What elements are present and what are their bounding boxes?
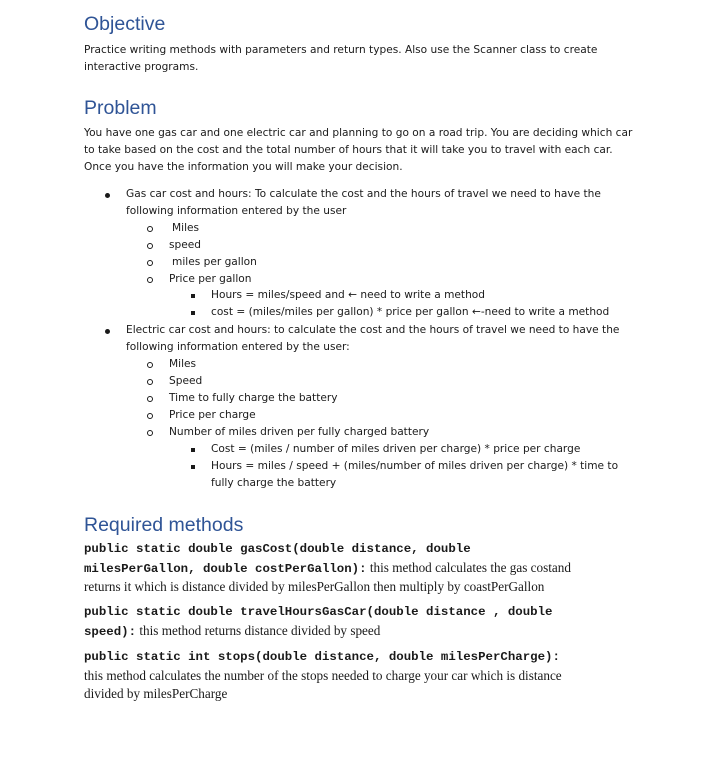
gas-formula: Hours = miles/speed and ← need to write a method — [211, 289, 485, 301]
bullet-circle — [147, 430, 153, 436]
method-description: this method calculates the gas costand — [366, 559, 571, 575]
method-signature: speed): — [84, 624, 137, 639]
gas-item: Miles — [172, 222, 200, 234]
objective-line: Practice writing methods with parameters and return types. Also use the Scanner class to create — [84, 44, 598, 56]
objective-line: interactive programs. — [84, 61, 199, 73]
electric-formula: fully charge the battery — [211, 477, 337, 489]
method-signature: milesPerGallon, double costPerGallon): — [84, 561, 367, 576]
gas-formula: cost = (miles/miles per gallon) * price per gallon ←-need to write a method — [211, 306, 610, 318]
bullet-circle — [147, 260, 153, 266]
method-signature: public static double travelHoursGasCar(double distance , double — [84, 605, 553, 619]
method-description: returns it which is distance divided by milesPerGallon then multiply by coastPerGallon — [84, 579, 545, 594]
method-travel-hours — [84, 603, 644, 641]
objective-text — [84, 42, 644, 76]
bullet-dot — [105, 193, 110, 198]
gas-bullet-line: following information entered by the user — [126, 205, 347, 217]
problem-line: Once you have the information you will make your decision. — [84, 161, 403, 173]
electric-item: Number of miles driven per fully charged battery — [169, 426, 430, 438]
method-description: this method returns distance divided by speed — [136, 622, 381, 638]
gas-item: speed — [169, 239, 202, 251]
objective-heading: Objective — [84, 13, 166, 35]
electric-formula: Cost = (miles / number of miles driven per charge) * price per charge — [211, 443, 581, 455]
bullet-circle — [147, 396, 153, 402]
method-gas-cost — [84, 540, 644, 597]
bullet-square — [191, 311, 195, 315]
method-signature: public static int stops(double distance, double milesPerCharge): — [84, 650, 560, 664]
method-description: this method calculates the number of the stops needed to charge your car which is distance — [84, 667, 562, 683]
electric-item: Miles — [169, 358, 197, 370]
bullet-circle — [147, 226, 153, 232]
gas-item: miles per gallon — [172, 256, 257, 268]
electric-formula: Hours = miles / speed + (miles/number of miles driven per charge) * time to — [211, 460, 619, 472]
gas-bullet-line: Gas car cost and hours: To calculate the cost and the hours of travel we need to have the — [126, 188, 601, 200]
gas-item: Price per gallon — [169, 273, 252, 285]
problem-text — [84, 125, 644, 176]
bullet-circle — [147, 243, 153, 249]
electric-bullet-line: following information entered by the user: — [126, 341, 350, 353]
electric-item: Speed — [169, 375, 203, 387]
electric-bullet-line: Electric car cost and hours: to calculate the cost and the hours of travel we need to have the — [126, 324, 620, 336]
bullet-square — [191, 448, 195, 452]
electric-item: Time to fully charge the battery — [169, 392, 338, 404]
method-signature: public static double gasCost(double distance, double — [84, 542, 471, 556]
problem-heading: Problem — [84, 97, 157, 119]
method-description: divided by milesPerCharge — [84, 686, 228, 701]
electric-item: Price per charge — [169, 409, 256, 421]
bullet-circle — [147, 277, 153, 283]
bullet-circle — [147, 362, 153, 368]
method-stops — [84, 648, 644, 704]
bullet-square — [191, 294, 195, 298]
bullet-circle — [147, 413, 153, 419]
problem-line: to take based on the cost and the total number of hours that it will take you to travel with each car. — [84, 144, 613, 156]
bullet-dot — [105, 329, 110, 334]
bullet-square — [191, 465, 195, 469]
required-methods-heading: Required methods — [84, 514, 244, 536]
bullet-circle — [147, 379, 153, 385]
problem-line: You have one gas car and one electric car and planning to go on a road trip. You are deciding which car — [84, 127, 633, 139]
